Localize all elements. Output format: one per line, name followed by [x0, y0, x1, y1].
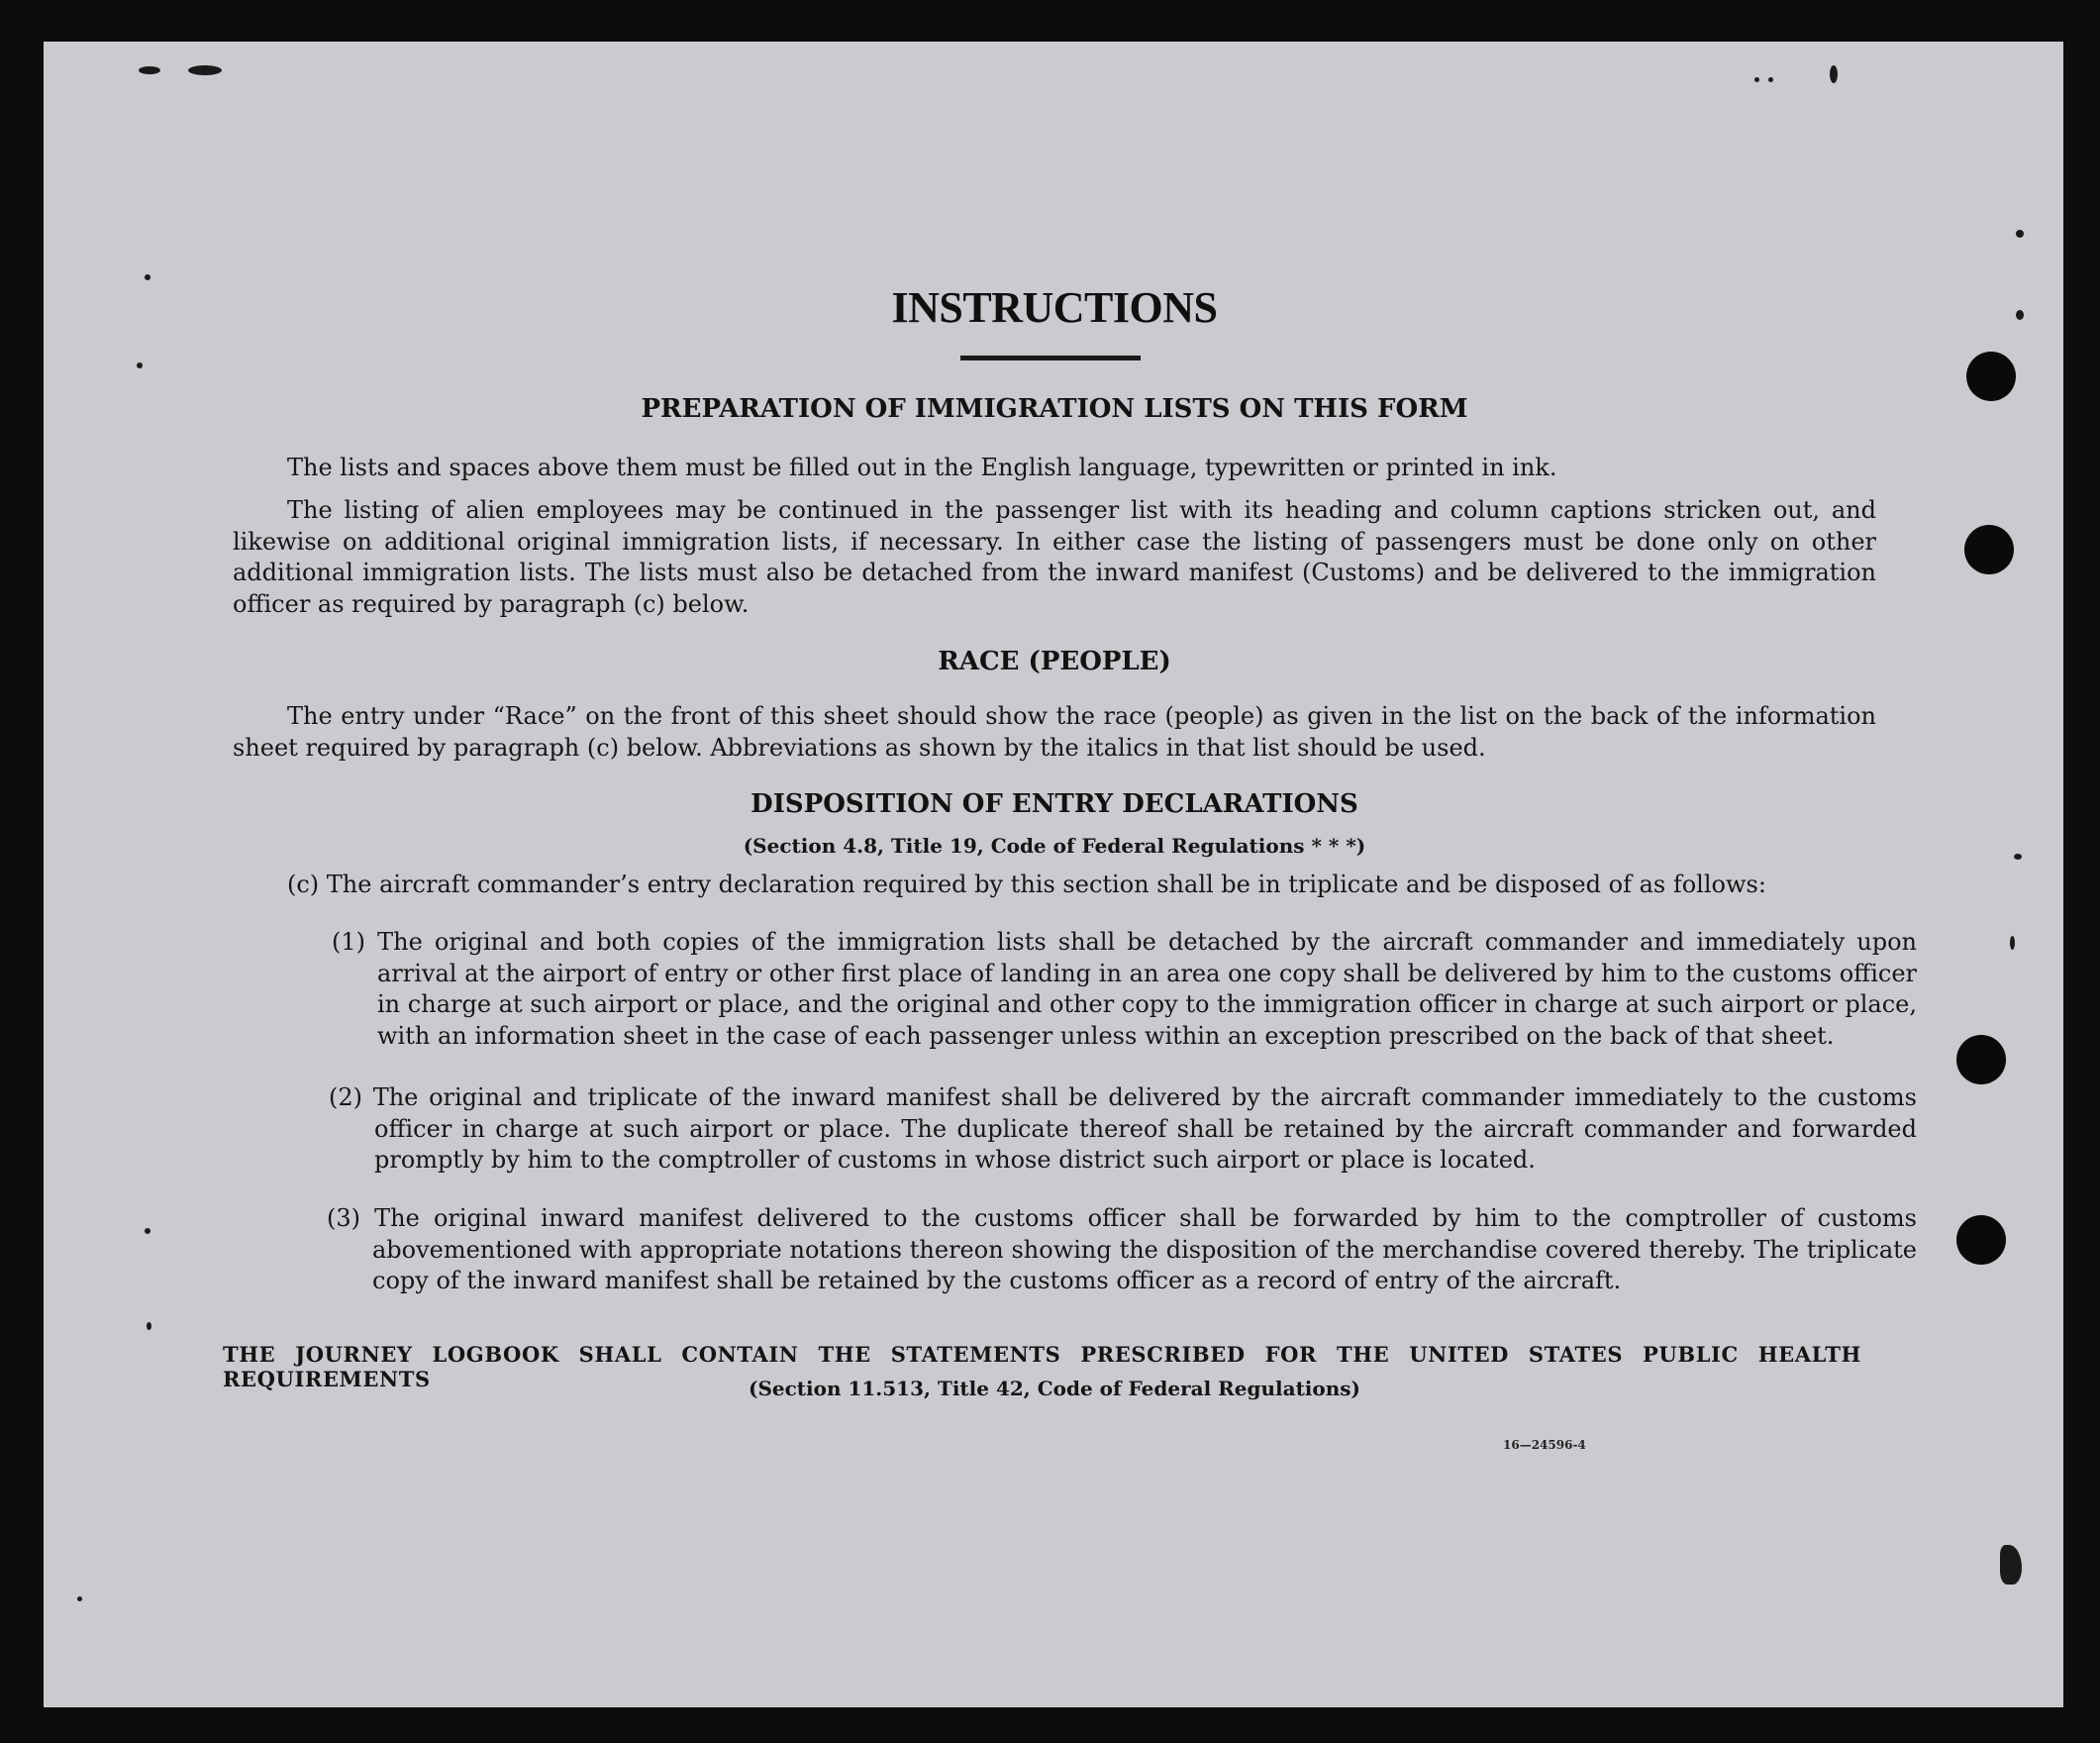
- scan-speck: [147, 1322, 151, 1330]
- punch-hole-4: [1956, 1215, 2006, 1265]
- scan-speck: [1754, 77, 1759, 82]
- scan-speck: [145, 274, 150, 280]
- preparation-heading: PREPARATION OF IMMIGRATION LISTS ON THIS FORM: [641, 394, 1468, 424]
- scan-speck: [1830, 65, 1838, 83]
- disposition-heading: DISPOSITION OF ENTRY DECLARATIONS: [750, 789, 1358, 819]
- scan-speck: [2016, 230, 2024, 238]
- scan-speck: [2010, 936, 2015, 950]
- footer-heading: THE JOURNEY LOGBOOK SHALL CONTAIN THE STATEMENTS PRESCRIBED FOR THE UNITED STATES PUBLIC HEALTH REQUIREMENTS: [223, 1342, 1861, 1391]
- scan-speck: [139, 66, 160, 74]
- punch-hole-3: [1956, 1035, 2006, 1084]
- scan-speck: [145, 1228, 150, 1234]
- scan-speck: [1768, 77, 1773, 82]
- scan-speck: [137, 362, 143, 368]
- title-underline: [960, 356, 1141, 360]
- punch-hole-2: [1964, 525, 2014, 574]
- race-paragraph: The entry under “Race” on the front of this sheet should show the race (people) as given in the list on the back of the information sheet required by paragraph (c) below. Abbreviations as shown by the italics in that list should be used.: [233, 702, 1876, 762]
- disposition-item-3: (3) The original inward manifest delivered to the customs officer shall be forwarded by him to the comptroller of customs abovementioned with appropriate notations thereon showing the disposition of the merchandise covered thereby. The triplicate copy of the inward manifest shall be retained by the customs officer as a record of entry of the aircraft.: [327, 1204, 1917, 1294]
- disposition-item-2: (2) The original and triplicate of the inward manifest shall be delivered by the aircraft commander immediately to the customs officer in charge at such airport or place. The duplicate thereof shall be retained by the aircraft commander and forwarded promptly by him to the comptroller of customs in whose district such airport or place is located.: [329, 1083, 1917, 1174]
- page-title: INSTRUCTIONS: [891, 283, 1218, 332]
- disposition-item-1: (1) The original and both copies of the immigration lists shall be detached by the aircraft commander and immediately upon arrival at the airport of entry or other first place of landing in an area one copy shall be delivered by him to the customs officer in charge at such airport or place, and the original and other copy to the immigration officer in charge at such airport or place, with an information sheet in the case of each passenger unless within an exception prescribed on the back of that sheet.: [332, 928, 1917, 1050]
- preparation-paragraph-1: The lists and spaces above them must be filled out in the English language, typewritten or printed in ink.: [287, 454, 1557, 481]
- disposition-subheading: (Section 4.8, Title 19, Code of Federal Regulations * * *): [743, 834, 1366, 858]
- disposition-intro: (c) The aircraft commander’s entry declaration required by this section shall be in triplicate and be disposed of as follows:: [287, 871, 1766, 898]
- scan-speck: [188, 65, 222, 75]
- scan-speck: [77, 1596, 82, 1601]
- preparation-paragraph-2: The listing of alien employees may be continued in the passenger list with its heading and column captions stricken out, and likewise on additional original immigration lists, if necessary. In either case the listing of passengers must be done only on other additional immigration lists. The lists must also be detached from the inward manifest (Customs) and be delivered to the immigration officer as required by paragraph (c) below.: [233, 496, 1876, 618]
- form-number: 16—24596-4: [1503, 1438, 1586, 1452]
- race-heading: RACE (PEOPLE): [938, 647, 1171, 676]
- footer-subheading: (Section 11.513, Title 42, Code of Federal Regulations): [748, 1377, 1361, 1400]
